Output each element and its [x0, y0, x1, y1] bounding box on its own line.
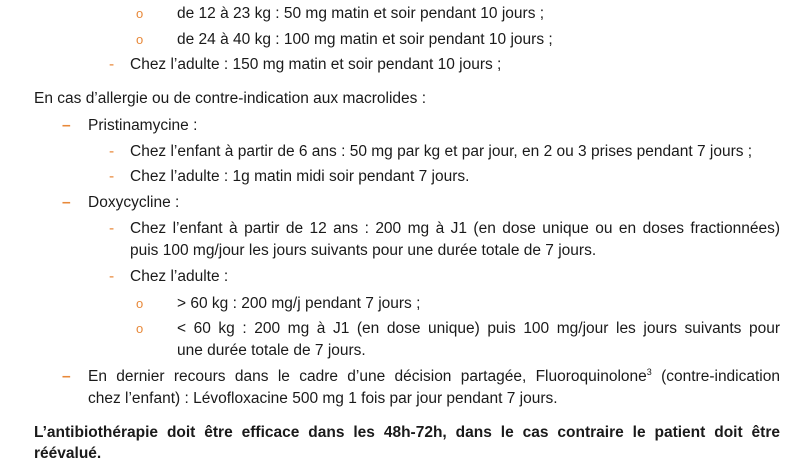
pristinamycine-adult-line: Chez l’adulte : 1g matin midi soir pendant 7 jours. [130, 168, 470, 185]
doxycycline-under60-line-cont: une durée totale de 7 jours. [177, 342, 366, 359]
pristinamycine-child-line: Chez l’enfant à partir de 6 ans : 50 mg par kg et par jour, en 2 ou 3 prises pendant 7 jours ; [130, 143, 753, 160]
fluoroquinolone-text: En dernier recours dans le cadre d’une décision partagée, Fluoroquinolone [88, 368, 647, 385]
circle-bullet-icon: o [136, 32, 144, 47]
efficacy-note-cont: réévalué. [34, 445, 102, 462]
dash-bullet-icon: - [109, 220, 115, 237]
adult-dosage-line: Chez l’adulte : 150 mg matin et soir pendant 10 jours ; [130, 56, 502, 73]
dosage-line-12-23kg: de 12 à 23 kg : 50 mg matin et soir pendant 10 jours ; [177, 5, 545, 22]
dosage-line-24-40kg: de 24 à 40 kg : 100 mg matin et soir pendant 10 jours ; [177, 31, 553, 48]
doxycycline-child-line: Chez l’enfant à partir de 12 ans : 200 mg à J1 (en dose unique ou en doses fractionnées) [130, 220, 780, 237]
doxycycline-child-line-cont: puis 100 mg/jour les jours suivants pour une durée totale de 7 jours. [130, 242, 597, 259]
efficacy-note: L’antibiothérapie doit être efficace dans les 48h-72h, dans le cas contraire le patient doit être [34, 424, 780, 441]
endash-bullet-icon: – [62, 194, 71, 211]
allergy-heading: En cas d’allergie ou de contre-indication aux macrolides : [34, 90, 427, 107]
dash-bullet-icon: - [109, 56, 115, 73]
dash-bullet-icon: - [109, 268, 115, 285]
doxycycline-over60-line: > 60 kg : 200 mg/j pendant 7 jours ; [177, 295, 421, 312]
circle-bullet-icon: o [136, 6, 144, 21]
pristinamycine-heading: Pristinamycine : [88, 117, 198, 134]
fluoroquinolone-contraindication: (contre-indication [651, 368, 780, 385]
endash-bullet-icon: – [62, 368, 71, 385]
doxycycline-adult-heading: Chez l’adulte : [130, 268, 229, 285]
circle-bullet-icon: o [136, 296, 144, 311]
fluoroquinolone-line [88, 367, 780, 387]
doxycycline-under60-line: < 60 kg : 200 mg à J1 (en dose unique) puis 100 mg/jour les jours suivants pour [177, 320, 780, 337]
doxycycline-heading: Doxycycline : [88, 194, 180, 211]
circle-bullet-icon: o [136, 321, 144, 336]
endash-bullet-icon: – [62, 117, 71, 134]
fluoroquinolone-line-cont: chez l’enfant) : Lévofloxacine 500 mg 1 fois par jour pendant 7 jours. [88, 390, 558, 407]
footnote-ref: 3 [646, 366, 652, 377]
dash-bullet-icon: - [109, 143, 115, 160]
dash-bullet-icon: - [109, 168, 115, 185]
